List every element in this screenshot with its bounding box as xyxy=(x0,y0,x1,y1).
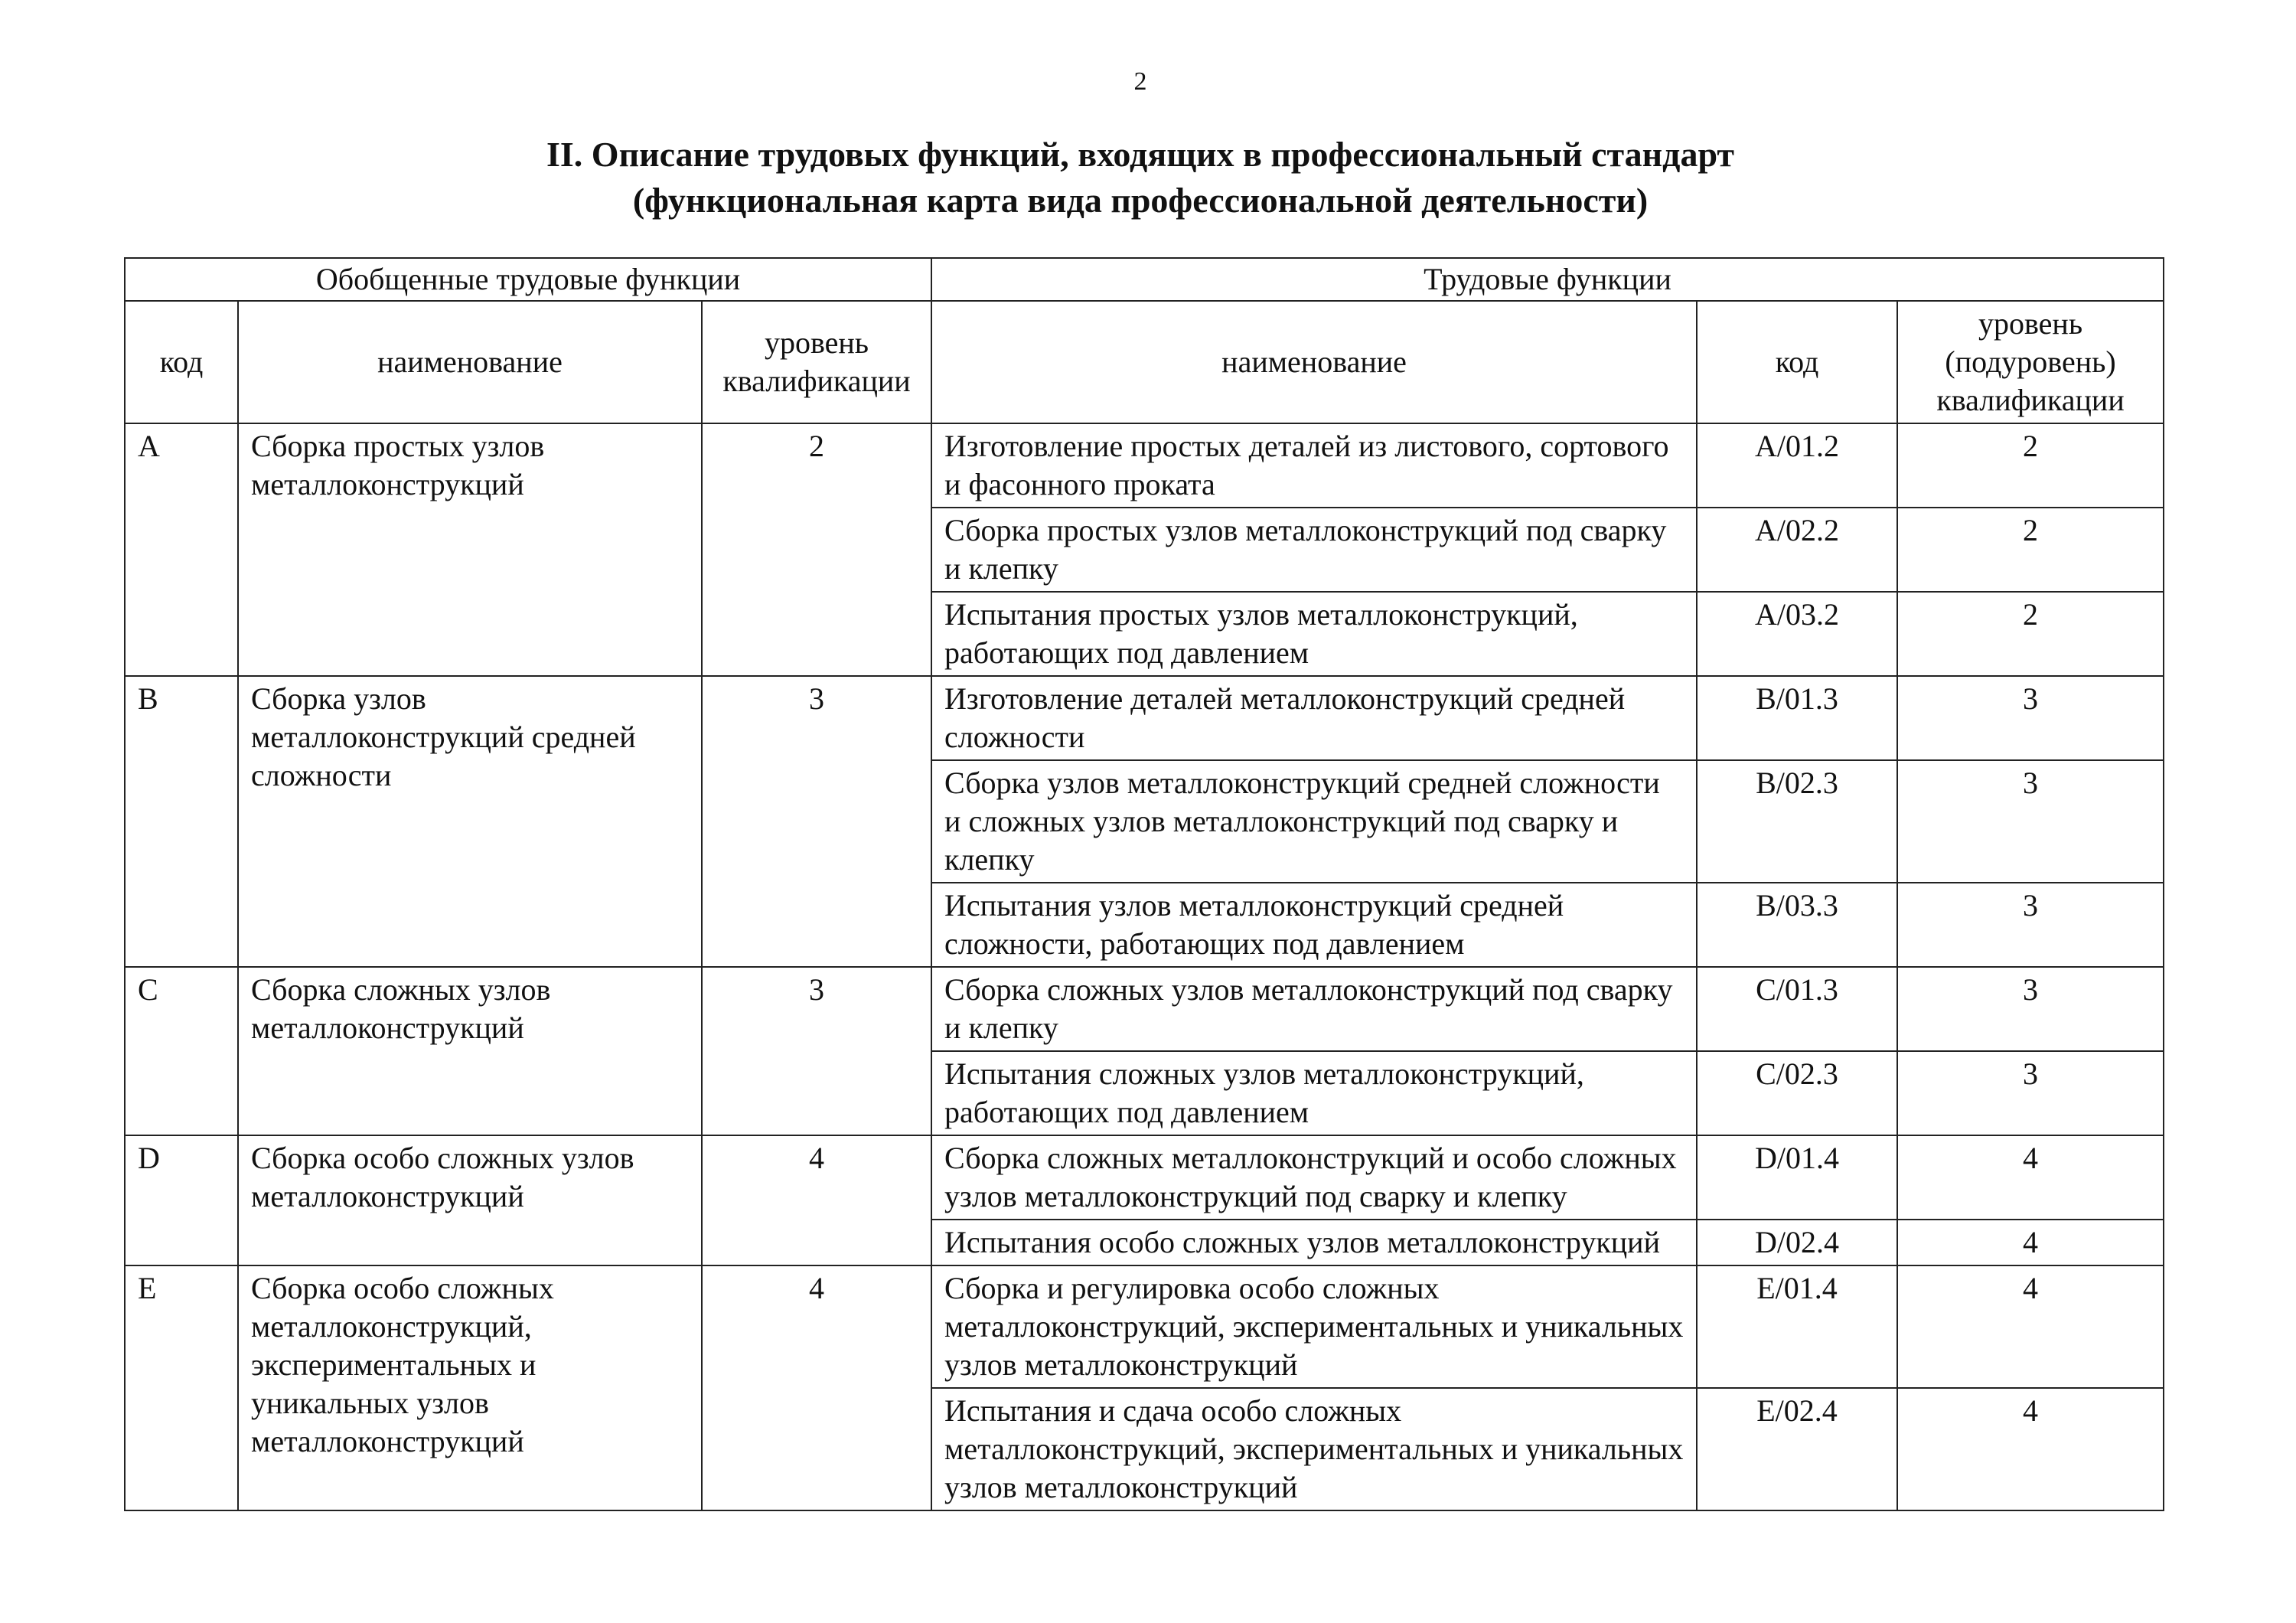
column-header-tf-code: код xyxy=(1697,301,1897,423)
function-code-cell: E/02.4 xyxy=(1697,1388,1897,1510)
function-name-cell: Сборка сложных металлоконструкций и особо сложных узлов металлоконструкций под сварку и клепку xyxy=(931,1135,1697,1220)
function-code-cell: A/03.2 xyxy=(1697,592,1897,676)
group-code-cell: D xyxy=(125,1135,238,1265)
group-code-cell: E xyxy=(125,1265,238,1510)
function-level-cell: 3 xyxy=(1897,883,2164,967)
function-name-cell: Испытания особо сложных узлов металлоконструкций xyxy=(931,1220,1697,1265)
group-name-cell: Сборка сложных узлов металлоконструкций xyxy=(238,967,702,1135)
group-level-cell: 2 xyxy=(702,423,931,676)
labor-functions-header: Трудовые функции xyxy=(931,258,2164,301)
function-name-cell: Испытания сложных узлов металлоконструкций, работающих под давлением xyxy=(931,1051,1697,1135)
table-row xyxy=(125,676,2164,760)
group-name-cell: Сборка особо сложных узлов металлоконструкций xyxy=(238,1135,702,1265)
section-title-line-1: II. Описание трудовых функций, входящих в профессиональный стандарт xyxy=(546,135,1735,174)
function-level-cell: 2 xyxy=(1897,592,2164,676)
column-header-tf-name: наименование xyxy=(931,301,1697,423)
function-level-cell: 4 xyxy=(1897,1265,2164,1388)
column-header-gf-code: код xyxy=(125,301,238,423)
function-level-cell: 4 xyxy=(1897,1220,2164,1265)
table-row xyxy=(125,1265,2164,1388)
function-name-cell: Сборка и регулировка особо сложных металлоконструкций, экспериментальных и уникальных узлов металлоконструкций xyxy=(931,1265,1697,1388)
column-header-gf-level: уровень квалификации xyxy=(702,301,931,423)
function-code-cell: E/01.4 xyxy=(1697,1265,1897,1388)
function-name-cell: Сборка простых узлов металлоконструкций под сварку и клепку xyxy=(931,508,1697,592)
function-level-cell: 4 xyxy=(1897,1388,2164,1510)
function-level-cell: 2 xyxy=(1897,423,2164,508)
column-header-gf-name: наименование xyxy=(238,301,702,423)
group-name-cell: Сборка простых узлов металлоконструкций xyxy=(238,423,702,676)
function-level-cell: 4 xyxy=(1897,1135,2164,1220)
function-code-cell: A/02.2 xyxy=(1697,508,1897,592)
group-level-cell: 4 xyxy=(702,1135,931,1265)
function-name-cell: Изготовление деталей металлоконструкций средней сложности xyxy=(931,676,1697,760)
function-code-cell: A/01.2 xyxy=(1697,423,1897,508)
functional-map-table xyxy=(124,257,2164,1511)
section-title-line-2: (функциональная карта вида профессиональной деятельности) xyxy=(632,181,1649,220)
group-code-cell: B xyxy=(125,676,238,967)
section-title xyxy=(0,132,2281,224)
function-code-cell: C/01.3 xyxy=(1697,967,1897,1051)
table-row xyxy=(125,1135,2164,1220)
function-level-cell: 3 xyxy=(1897,1051,2164,1135)
group-level-cell: 3 xyxy=(702,967,931,1135)
function-name-cell: Испытания простых узлов металлоконструкций, работающих под давлением xyxy=(931,592,1697,676)
function-name-cell: Сборка узлов металлоконструкций средней сложности и сложных узлов металлоконструкций под сварку и клепку xyxy=(931,760,1697,883)
function-code-cell: C/02.3 xyxy=(1697,1051,1897,1135)
group-code-cell: C xyxy=(125,967,238,1135)
group-level-cell: 4 xyxy=(702,1265,931,1510)
function-code-cell: D/01.4 xyxy=(1697,1135,1897,1220)
group-level-cell: 3 xyxy=(702,676,931,967)
table-row xyxy=(125,423,2164,508)
group-name-cell: Сборка узлов металлоконструкций средней сложности xyxy=(238,676,702,967)
function-code-cell: B/03.3 xyxy=(1697,883,1897,967)
functions-table-body xyxy=(125,423,2164,1510)
generalized-functions-header: Обобщенные трудовые функции xyxy=(125,258,931,301)
function-code-cell: B/02.3 xyxy=(1697,760,1897,883)
function-level-cell: 2 xyxy=(1897,508,2164,592)
group-header-row xyxy=(125,258,2164,301)
function-level-cell: 3 xyxy=(1897,967,2164,1051)
function-level-cell: 3 xyxy=(1897,760,2164,883)
function-name-cell: Испытания узлов металлоконструкций средней сложности, работающих под давлением xyxy=(931,883,1697,967)
column-header-tf-level: уровень (подуровень) квалификации xyxy=(1897,301,2164,423)
page-number: 2 xyxy=(1133,67,1147,96)
function-code-cell: D/02.4 xyxy=(1697,1220,1897,1265)
function-code-cell: B/01.3 xyxy=(1697,676,1897,760)
column-header-row xyxy=(125,301,2164,423)
function-level-cell: 3 xyxy=(1897,676,2164,760)
function-name-cell: Сборка сложных узлов металлоконструкций под сварку и клепку xyxy=(931,967,1697,1051)
group-code-cell: A xyxy=(125,423,238,676)
table-row xyxy=(125,967,2164,1051)
group-name-cell: Сборка особо сложных металлоконструкций, экспериментальных и уникальных узлов металлоконструкций xyxy=(238,1265,702,1510)
function-name-cell: Испытания и сдача особо сложных металлоконструкций, экспериментальных и уникальных узлов металлоконструкций xyxy=(931,1388,1697,1510)
function-name-cell: Изготовление простых деталей из листового, сортового и фасонного проката xyxy=(931,423,1697,508)
